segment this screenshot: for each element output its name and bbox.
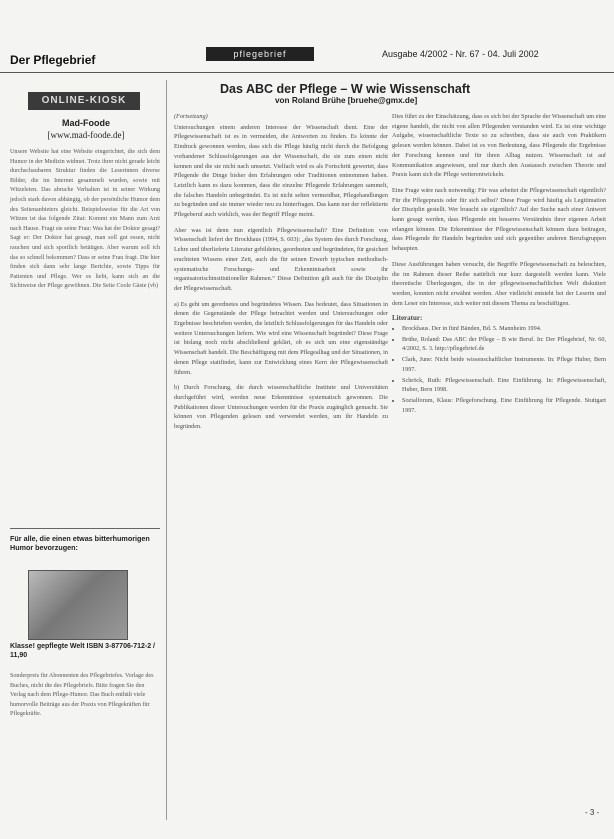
article-title: Das ABC der Pflege – W wie Wissenschaft	[220, 82, 471, 96]
book-offer-text: Sonderpreis für Abonnenten des Pflegebriefes. Vorlage des Buches, nicht die des Pflegebriefs. Bitte fragen Sie den Verlag nach dem Pflege-Humor. Das Buch enthält viele humorvolle Beiträge aus der Praxis von Pflegekräften für Pflegekräfte.	[10, 673, 154, 718]
sidebar	[10, 80, 162, 820]
newsletter-brand: Der Pflegebrief	[10, 53, 96, 67]
book-label: Klasse! gepflegte Welt ISBN 3-87706-712-2 / 11,90	[10, 643, 155, 659]
column-divider	[166, 80, 167, 820]
article-author: von Roland Brühe [bruehe@gmx.de]	[275, 96, 418, 105]
literature-list	[392, 324, 606, 415]
page-number: - 3 -	[585, 808, 600, 817]
site-url: [www.mad-foode.de]	[47, 130, 125, 140]
literature-item: • Brühe, Roland: Das ABC der Pflege – B wie Beruf. In: Der Pflegebrief, Nr. 60, 4/2002, S. 3. http://pflegebrief.de	[402, 335, 606, 354]
paragraph: Dies führt zu der Einschätzung, dass es sich bei der Sprache der Wissenschaft um eine eigene handelt, die nicht von allen Pflegenden verstanden wird. Es ist eine wichtige Aufgabe, wissenschaftliche Texte so zu schreiben, dass sie auch von Praktikern gelesen werden können. Dabei ist es von Bedeutung, dass Pflegende die Ergebnisse der Forschung kennen und für ihren Alltag nutzen. Wissenschaft ist auf Kommunikation angewiesen, und nur durch den Austausch zwischen Theorie und Praxis kann sich die Pflege weiterentwickeln.	[392, 113, 606, 179]
page-header	[0, 43, 614, 73]
article-column-2	[392, 112, 606, 416]
paragraph: Aber was ist denn nun eigentlich Pflegewissenschaft? Eine Definition von Wissenschaft liefert der Brockhaus (1994, S. 603): „das System des durch Forschung, Lehre und überlieferte Literatur gebildeten, geordneten und begründeten, für gesichert erachteten Wissens einer Zeit, auch die für seinen Erwerb typischen methodisch-systematische Forschungs- und Erkenntnisarbeit sowie ihr organisatorischinstitutioneller Rahmen.“ Diese Definition gilt auch für die Disziplin der Pflegewissenschaft.	[174, 226, 388, 292]
sidebar-review-text: Unsere Website hat eine Website eingerichtet, die sich dem Humor in der Medizin widmet. Trotz ihrer nicht gerade leicht durchschaubaren Struktur finden die Leserinnen diverse Bilder, die im Internet gesammelt wurden, sowie mit Witzeleien. Das abruche Verhalten ist in seiner Wirkung jedoch stark davon abhängig, ob der persönliche Humor dem des Seitenanbieters gleicht. Beispielsweise für die Art von Witzen ist das folgende Zitat: Kommt ein Mann zum Arzt nach Hause. Fragt sie seine Frau: Was hat der Doktor gesagt? Sagt er: Der Doktor hat gesagt, man soll gut essen, nicht rauchen und sich sportlich betätigen. Aber warum soll ich das so schnell bekommen? Dass er seine Frau fragt. Die hier finden sich dann sehr lange Berichte, sowie Tipps für Patienten und Pflege. Wer es liebt, kann sich an die Sichtweise der Pflege gewöhnen. Die Seite Coole Gäste (vb)	[10, 149, 160, 290]
literature-item: • Clark, June: Nicht beide wissenschaftlicher Instrumente. In: Pflege Huber, Bern 1997.	[402, 355, 606, 374]
book-cover-image	[28, 570, 128, 640]
paragraph: Diese Ausführungen haben versucht, die Begriffe Pflegewissenschaft zu beleuchten, die im Rahmen dieser Reihe natürlich nur kurz dargestellt werden kann. Viele theoretische Überlegungen, die in der pflegewissenschaftlichen Welt diskutiert werden, konnten nicht erwähnt werden. Aber vielleicht entsteht bei der Leserin und dem Leser ein Interesse, sich weiter mit diesem Thema zu beschäftigen.	[392, 260, 606, 307]
newsletter-logo: pflegebrief	[206, 47, 314, 61]
sidebar-divider	[10, 528, 160, 529]
site-title: Mad-Foode	[62, 118, 110, 128]
literature-item: • Brockhaus. Der in fünf Bänden, Bd. 5. Mannheim 1994.	[402, 324, 606, 334]
online-kiosk-box: ONLINE-KIOSK	[28, 92, 140, 110]
literature-item: • Schröck, Ruth: Pflegewissenschaft. Eine Einführung. In: Pflegewissenschaft, Huber, Bern 1998.	[402, 376, 606, 395]
book-ad-title: Für alle, die einen etwas bitterhumorigen Humor bevorzugen:	[10, 534, 150, 552]
literature-item: • Sozialforum, Klaus: Pflegeforschung. Eine Einführung für Pflegende. Stuttgart 1997.	[402, 396, 606, 415]
paragraph: b) Durch Forschung, die durch wissenschaftliche Institute und Universitäten durchgeführt wird, werden neue Erkenntnisse systematisch gewonnen. Die Publikationen dieser Untersuchungen werden für die Praxis zugänglich gemacht. Sie können von Pflegenden gelesen und verwendet werden, um ihr Handeln zu begründen.	[174, 384, 388, 431]
issue-info: Ausgabe 4/2002 - Nr. 67 - 04. Juli 2002	[382, 49, 539, 59]
article-column-1	[174, 112, 388, 438]
paragraph: a) Es geht um geordnetes und begründetes Wissen. Das bedeutet, dass Situationen in denen die Gegenstände der Pflege betrachtet werden und Untersuchungen oder Ergebnisse beschrieben werden, die letztlich Schlussfolgerungen für das Handeln oder weitere Untersuchungen liefern. Wie wird eine Wissenschaft begründet? Diese Frage ist bislang noch nicht abschließend geklärt, ob es sich um eine eigenständige Wissenschaft handelt. Die Beschäftigung mit dem Pflegealltag und der Situationen, in denen Pflege stattfindet, kann zur Entwicklung eines Kern der Pflegewissenschaft führen.	[174, 300, 388, 376]
paragraph: Untersuchungen einem anderen Interesse der Wissenschaft dient. Eine der Pflegewissenschaft ist es in vermeiden, die Antworten zu finden. Es könnte der Eindruck gewonnen werden, dass sich die Pflege häufig nicht durch die Befolgung vorhandener Schlussfolgerungen aus der Wissenschaft, die sie zum einen nicht kennen und die sie nicht nach umsetzt. Vielfach wird es als Fortschritt gewertet, dass Pflegende die Dinge bisher den Erfahrungen oder Traditionen entnommen haben. Letztlich kann es dazu kommen, dass die einzelne Pflegende Erfahrungen sammelt, die falsches Handeln unbegründet. Es ist nicht selten vermeidbar, Pflegehandlungen zu begründen und sie immer wieder neu zu hinterfragen. Das kann nur der reflektierte Pflegeberuf auch wirklich, was der Begriff Pflege meint.	[174, 123, 388, 219]
header-rule	[0, 72, 614, 73]
literature-heading: Literatur:	[392, 314, 423, 323]
continuation-note: (Fortsetzung)	[174, 113, 208, 120]
paragraph: Eine Frage wäre nach notwendig: Für was arbeitet die Pflegewissenschaft eigentlich? Für die Pflegepraxis oder für sich selbst? Diese Frage wird häufig als Legitimation der Disziplin gestellt. Wer braucht sie eigentlich? Auf der Suche nach einer Antwort kann gesagt werden, dass Pflegende ein besseres Verständnis ihrer eigenen Arbeit erlangen können. Die Erkenntnisse der Pflegewissenschaft können dazu beitragen, dass Pflegende ihr Handeln begründen und sich gegenüber anderen Berufsgruppen behaupten.	[392, 186, 606, 253]
